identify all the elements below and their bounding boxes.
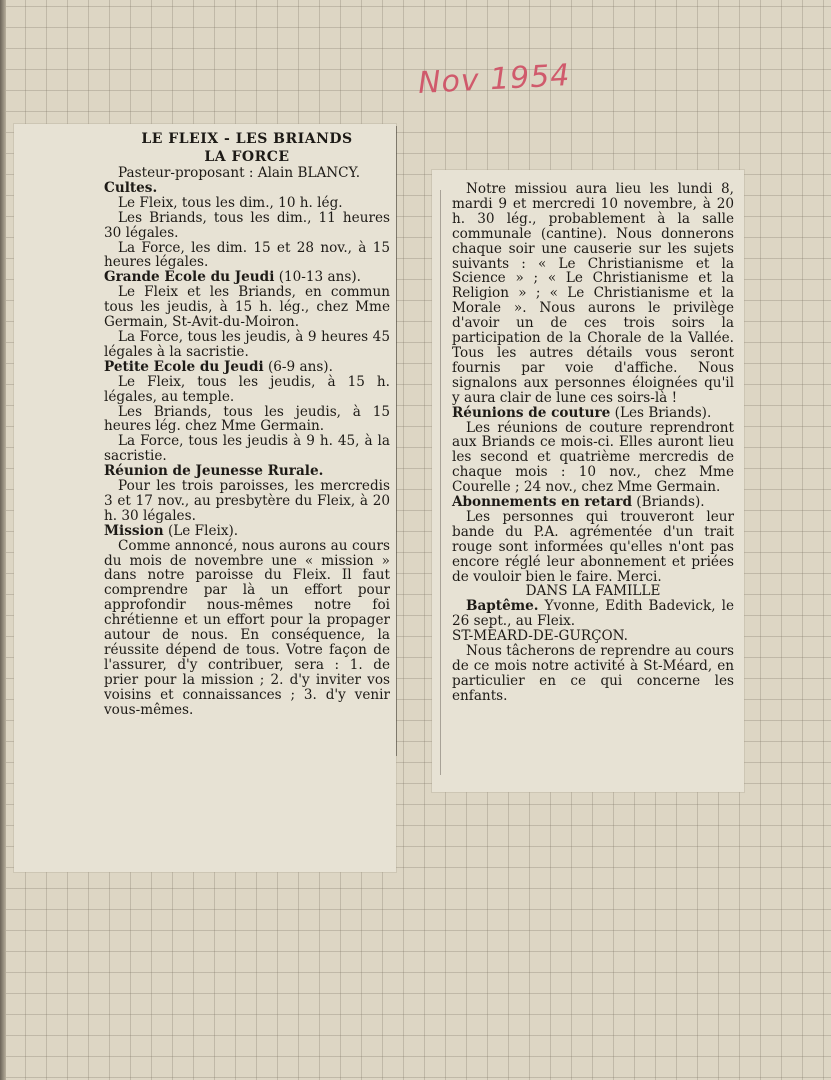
cultes-la-force: La Force, les dim. 15 et 28 nov., à 15 heures légales.: [104, 239, 390, 271]
grande-ecole-title: Grande Ecole du Jeudi: [104, 269, 275, 286]
st-meard-text: Nous tâcherons de reprendre au cours de ce mois notre activité à St-Méard, en particulier en ce qui concerne les enfants.: [452, 643, 734, 704]
bapteme-line: [452, 599, 734, 629]
cultes-heading: Cultes.: [104, 179, 158, 196]
grande-ecole-heading: [104, 270, 390, 285]
abonnements-text: Les personnes qui trouveront leur bande du P.A. agrémentée d'un trait rouge sont informées qu'elles n'ont pas encore réglé leur abonnement et priées de vouloir bien le faire. Merci.: [452, 508, 734, 585]
petite-ecole-text-3: La Force, tous les jeudis à 9 h. 45, à la sacristie.: [104, 433, 390, 465]
cultes-le-fleix: Le Fleix, tous les dim., 10 h. lég.: [118, 194, 343, 211]
article-title-line1: LE FLEIX - LES BRIANDS: [141, 131, 353, 147]
abonnements-heading: [452, 495, 734, 510]
grande-ecole-ages: (10-13 ans).: [278, 269, 361, 286]
grande-ecole-text-1: Le Fleix et les Briands, en commun tous les jeudis, à 15 h. lég., chez Mme Germain, St-Avit-du-Moiron.: [104, 284, 390, 331]
jeunesse-heading: Réunion de Jeunesse Rurale.: [104, 463, 324, 480]
st-meard-heading: ST-MEARD-DE-GURÇON.: [452, 628, 628, 645]
article-column-left: [104, 130, 390, 718]
bapteme-title: Baptême.: [466, 598, 539, 615]
couture-title: Réunions de couture: [452, 404, 611, 421]
petite-ecole-text-1: Le Fleix, tous les jeudis, à 15 h. légales, au temple.: [104, 373, 390, 405]
mission-heading: [104, 524, 390, 539]
mission-title: Mission: [104, 522, 164, 539]
pastor-line: Pasteur-proposant : Alain BLANCY.: [118, 165, 361, 181]
bapteme-text: Yvonne, Edith Badevick, le 26 sept., au Fleix.: [452, 598, 734, 630]
famille-heading: DANS LA FAMILLE: [525, 583, 661, 600]
petite-ecole-heading: [104, 360, 390, 375]
mission-continued-text: Notre missiou aura lieu les lundi 8, mardi 9 et mercredi 10 novembre, à 20 h. 30 lég., probablement à la salle communale (cantine). Nous donnerons chaque soir une causerie sur les sujets suivants : « Le Christianisme et la Science » ; « Le Christianisme et la Religion » ; « Le Christianisme et la Morale ». Nous aurons le privilège d'avoir un de ces trois soirs la participation de la Chorale de la Vallée. Tous les autres détails vous seront fournis par voie d'affiche. Nous signalons aux personnes éloignées qu'il y aura clair de lune ces soirs-là !: [452, 181, 734, 406]
grande-ecole-text-2: La Force, tous les jeudis, à 9 heures 45 légales à la sacristie.: [104, 328, 390, 360]
petite-ecole-title: Petite Ecole du Jeudi: [104, 358, 264, 375]
couture-heading: [452, 406, 734, 421]
article-title-line2: LA FORCE: [204, 149, 290, 165]
cultes-les-briands: Les Briands, tous les dim., 11 heures 30 légales.: [104, 209, 390, 241]
mission-text: Comme annoncé, nous aurons au cours du mois de novembre une « mission » dans notre paroisse du Fleix. Il faut comprendre par là un effort pour approfondir nous-mêmes notre foi chrétienne et un effort pour la propager autour de nous. En conséquence, la réussite dépend de tous. Votre façon de l'assurer, d'y contribuer, sera : 1. de prier pour la mission ; 2. d'y inviter vos voisins et connaissances ; 3. d'y venir vous-mêmes.: [104, 537, 390, 718]
handwritten-date: Nov 1954: [417, 58, 572, 101]
petite-ecole-ages: (6-9 ans).: [267, 358, 333, 375]
article-column-right: [452, 182, 734, 704]
petite-ecole-text-2: Les Briands, tous les jeudis, à 15 heures lég. chez Mme Germain.: [104, 403, 390, 435]
abonnements-place: (Briands).: [636, 494, 705, 511]
newspaper-clipping-left: [14, 124, 396, 872]
column-rule-left: [396, 126, 397, 756]
mission-place: (Le Fleix).: [167, 522, 239, 539]
abonnements-title: Abonnements en retard: [452, 494, 632, 511]
newspaper-clipping-right: [432, 170, 744, 792]
notebook-page-edge: [0, 0, 6, 1080]
couture-text: Les réunions de couture reprendront aux Briands ce mois-ci. Elles auront lieu les second et quatrième mercredis de chaque mois : 10 nov., chez Mme Courelle ; 24 nov., chez Mme Germain.: [452, 419, 734, 496]
couture-place: (Les Briands).: [614, 404, 712, 421]
column-rule-right: [440, 190, 441, 775]
jeunesse-text: Pour les trois paroisses, les mercredis 3 et 17 nov., au presbytère du Fleix, à 20 h. 30 légales.: [104, 478, 390, 524]
